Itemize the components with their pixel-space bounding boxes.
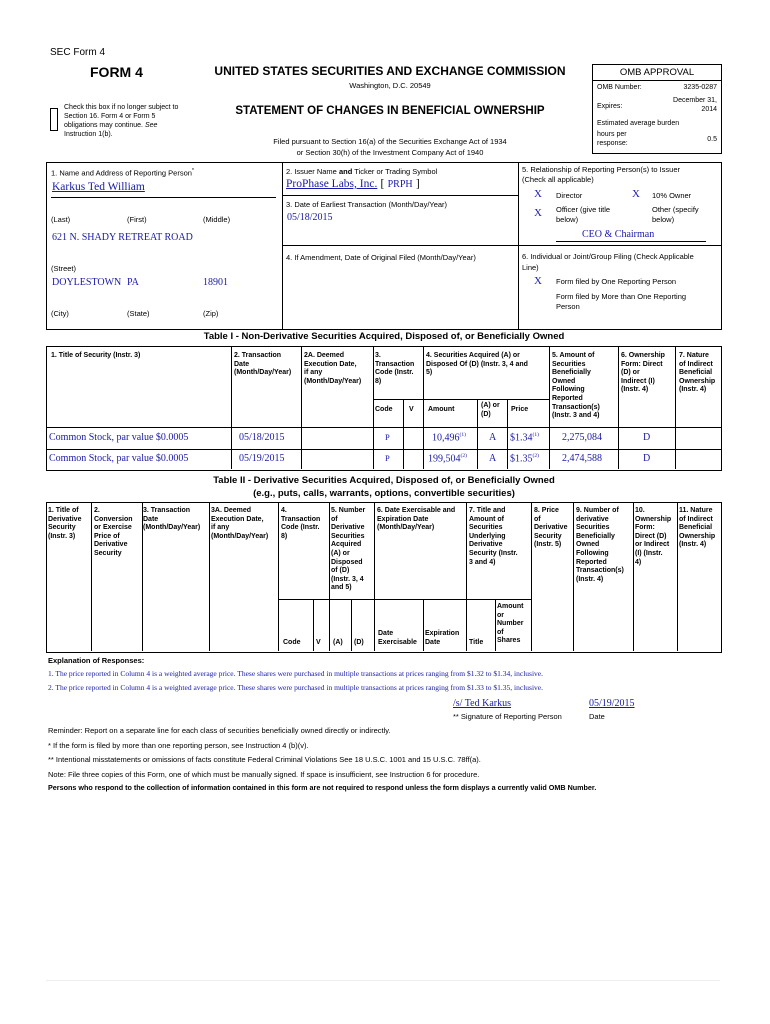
omb-approval-box (592, 64, 722, 154)
other-label-1: Other (specify (652, 205, 699, 214)
officer-title: CEO & Chairman (582, 229, 655, 240)
t2-h3-0: 3. Transaction (143, 507, 191, 514)
t1-h6-1: Form: Direct (621, 360, 663, 368)
t1-h5-6: Transaction(s) (552, 403, 600, 411)
ten-pct-label: 10% Owner (652, 191, 692, 200)
t2-h8-4: (Instr. 5) (534, 541, 562, 549)
t1-row2-owned: 2,474,588 (562, 453, 602, 464)
t2-h11-1: of Indirect (679, 515, 713, 523)
ticker-symbol: PRPH (387, 179, 413, 190)
issuer-line (286, 178, 420, 190)
table1-title: Table I - Non-Derivative Securities Acquired, Disposed of, or Beneficially Owned (203, 331, 565, 342)
t1-row1-price (510, 432, 539, 443)
t2-h11-4: (Instr. 4) (679, 541, 707, 549)
omb-title: OMB APPROVAL (593, 65, 721, 81)
issuer-name[interactable]: ProPhase Labs, Inc. (286, 178, 378, 190)
t2-sub-d: (D) (354, 639, 364, 646)
t2-h4-2: Code (Instr. (281, 524, 320, 532)
t2-h8-3: Security (534, 532, 562, 540)
t1-h6-4: (Instr. 4) (621, 386, 649, 394)
t2-h2-3: Price of (94, 532, 120, 540)
t1-h7-2: Beneficial (679, 369, 713, 377)
t2-h11 (679, 507, 715, 550)
middle-label: (Middle) (203, 215, 231, 224)
t2-h8-0: 8. Price (534, 507, 559, 514)
t1-sub-aord (481, 402, 500, 419)
box2-label-post: Ticker or Trading Symbol (352, 167, 438, 176)
t2-h7-1: Amount of (469, 515, 504, 523)
explanation-label: Explanation of Responses: (48, 656, 145, 665)
t1-h6-3: Indirect (I) (621, 377, 655, 385)
checkbox-see: See (144, 122, 158, 129)
street-label: (Street) (51, 264, 77, 273)
t2-h7-6: 3 and 4) (469, 558, 496, 566)
t1-sub-aord-2: (D) (481, 410, 491, 418)
t1-h5-0: 5. Amount of (552, 352, 595, 359)
t1-h4-1: Disposed Of (D) (Instr. 3, 4 and (426, 360, 528, 368)
t1-sub-v: V (409, 406, 414, 413)
t2-h9-2: Securities (576, 524, 610, 532)
first-label: (First) (127, 215, 147, 224)
director-label: Director (556, 191, 583, 200)
t1-h2a-1: Execution Date, (304, 360, 357, 368)
t1-h6-2: (D) or (621, 369, 640, 377)
filed-pursuant-line-2: or Section 30(h) of the Investment Company Act of 1940 (296, 148, 484, 157)
table2-title-2: (e.g., puts, calls, warrants, options, convertible securities) (253, 488, 515, 499)
box5-label-2: (Check all applicable) (522, 175, 594, 184)
t2-h3a-1: Execution Date, (211, 515, 264, 523)
t2-h3a-2: if any (211, 524, 230, 532)
t2-h1 (48, 507, 81, 541)
t1-h5-7: (Instr. 3 and 4) (552, 412, 600, 420)
t2-h7-5: Security (Instr. (469, 549, 518, 557)
ticker-open: [ (380, 178, 385, 190)
t2-sub-a: (A) (333, 639, 343, 646)
t2-sub-v: V (316, 639, 321, 646)
t1-h7-1: of Indirect (679, 360, 713, 368)
t2-h10-6: 4) (635, 558, 642, 566)
t2-h11-3: Ownership (679, 532, 716, 540)
signature-label: ** Signature of Reporting Person (453, 712, 562, 721)
filed-by-more-label-1: Form filed by More than One Reporting (556, 292, 687, 301)
note-file-copies: Note: File three copies of this Form, one of which must be manually signed. If space is insufficient, see Instruction 6 for procedure. (48, 770, 480, 779)
zip-value: 18901 (203, 277, 228, 288)
officer-check[interactable]: X (534, 207, 542, 219)
t1-h2-0: 2. Transaction (234, 352, 282, 359)
t1-row2-amount (428, 453, 467, 464)
t1-row1-price-fn[interactable]: (1) (532, 432, 539, 438)
t2-h10-4: or Indirect (635, 541, 670, 549)
t1-h3-1: Transaction (375, 360, 415, 368)
t2-sub-amount (497, 603, 523, 646)
t1-row1-amount-fn[interactable]: (1) (459, 432, 466, 438)
t2-sub-amount-0: Amount (497, 603, 524, 610)
t2-h1-0: 1. Title of (48, 507, 79, 514)
t2-sub-expiration-1: Expiration (425, 630, 460, 637)
t1-h7-3: Ownership (679, 377, 716, 385)
t2-h5-5: (A) or (331, 549, 350, 557)
table2-title-1: Table II - Derivative Securities Acquired, Disposed of, or Beneficially Owned (213, 475, 555, 486)
t2-h10-1: Ownership (635, 515, 672, 523)
t2-h5 (331, 507, 365, 593)
state-label: (State) (127, 309, 150, 318)
t1-h2-2: (Month/Day/Year) (234, 369, 292, 377)
omb-hours-label-2: response: (597, 140, 628, 147)
t2-h5-9: and 5) (331, 584, 352, 592)
t2-sub-code: Code (283, 639, 301, 646)
t1-row1-amount (432, 432, 466, 443)
t2-h6-2: (Month/Day/Year) (377, 524, 435, 532)
t1-h1: 1. Title of Security (Instr. 3) (51, 352, 141, 359)
t1-h4 (426, 352, 528, 378)
t2-h1-1: Derivative (48, 515, 82, 523)
form-title: FORM 4 (90, 64, 143, 80)
officer-label-1: Officer (give title (556, 205, 611, 214)
t2-h5-4: Acquired (331, 541, 362, 549)
t1-row1-amount-value: 10,496 (432, 432, 460, 444)
t1-h3-0: 3. (375, 352, 381, 359)
page-footer-divider (46, 980, 720, 981)
signature-date-label: Date (589, 712, 605, 721)
t2-h3-1: Date (143, 515, 159, 523)
omb-hours-value: 0.5 (707, 136, 717, 143)
state-value: PA (127, 277, 139, 288)
t2-h7-2: Securities (469, 524, 503, 532)
t1-h5-5: Reported (552, 394, 583, 402)
t2-h5-6: Disposed (331, 558, 363, 566)
t2-h4-3: 8) (281, 532, 288, 540)
t1-h5-4: Following (552, 386, 585, 394)
t2-h4-1: Transaction (281, 515, 321, 523)
t1-h5 (552, 352, 600, 421)
t2-h8-2: Derivative (534, 524, 568, 532)
t2-h2-4: Derivative (94, 541, 128, 549)
t1-h4-2: 5) (426, 369, 433, 377)
t2-sub-expiration (425, 630, 459, 647)
t1-row1-code: P (385, 432, 390, 442)
t2-h2 (94, 507, 133, 559)
box5-label-1: 5. Relationship of Reporting Person(s) to Issuer (522, 165, 680, 174)
footnote-2: 2. The price reported in Column 4 is a weighted average price. These shares were purchased in multiple transactions at prices ranging from $1.33 to $1.35, inclusive. (48, 683, 543, 692)
t1-h6 (621, 352, 665, 395)
box1-label (51, 167, 194, 178)
t2-h11-2: Beneficial (679, 524, 713, 532)
omb-burden-label: Estimated average burden (597, 120, 680, 127)
t2-h7-0: 7. Title and (469, 507, 506, 514)
t2-h3a-3: (Month/Day/Year) (211, 532, 269, 540)
filed-by-more-label-2: Person (556, 302, 580, 311)
t2-sub-exercisable-2: Exercisable (378, 638, 417, 646)
t2-h2-0: 2. (94, 507, 100, 514)
t2-h9-7: Transaction(s) (576, 567, 624, 575)
t1-sub-aord-1: (A) or (481, 402, 500, 409)
t1-row2-form: D (643, 453, 651, 464)
t2-h10 (635, 507, 671, 567)
signature-date: 05/19/2015 (589, 698, 635, 709)
t2-h5-0: 5. Number (331, 507, 366, 514)
t2-sub-title: Title (469, 639, 484, 646)
t1-h3 (375, 352, 414, 386)
t2-h5-1: of (331, 515, 338, 523)
t2-h10-0: 10. (635, 507, 645, 514)
t1-row2-price-value: $1.35 (510, 453, 533, 465)
t2-h7-4: Derivative (469, 541, 503, 549)
t2-sub-amount-1: or (497, 611, 504, 619)
omb-number-label: OMB Number: (597, 84, 642, 91)
t2-h9-6: Reported (576, 558, 607, 566)
box1-asterisk: * (191, 168, 195, 174)
t1-row2-price (510, 453, 539, 464)
filed-by-one-label: Form filed by One Reporting Person (556, 277, 677, 286)
t1-sub-price: Price (511, 406, 529, 413)
t2-h2-1: Conversion (94, 515, 133, 523)
box6-label-1: 6. Individual or Joint/Group Filing (Check Applicable (522, 252, 694, 261)
t1-row2-date: 05/19/2015 (239, 453, 285, 464)
t2-h9-8: (Instr. 4) (576, 575, 604, 583)
other-label-2: below) (652, 215, 675, 224)
checkbox-instruction: Instruction 1(b). (64, 131, 113, 138)
t1-sub-amount: Amount (428, 406, 455, 413)
note-misstatements: ** Intentional misstatements or omissions of facts constitute Federal Criminal Violations See 18 U.S.C. 1001 and 15 U.S.C. 78ff(a). (48, 755, 481, 764)
t1-h7-0: 7. Nature (679, 352, 709, 359)
box2-label (286, 167, 437, 176)
omb-expires-label: Expires: (597, 103, 623, 110)
street-address: 621 N. SHADY RETREAT ROAD (52, 232, 193, 243)
statement-title: STATEMENT OF CHANGES IN BENEFICIAL OWNERSHIP (235, 105, 545, 117)
t1-h2a-0: 2A. Deemed (304, 352, 345, 359)
t2-h9-5: Following (576, 549, 609, 557)
t2-h7-3: Underlying (469, 532, 506, 540)
t2-sub-amount-3: of (497, 628, 504, 636)
t2-h5-8: (Instr. 3, 4 (331, 575, 364, 583)
t2-h6-0: 6. Date Exercisable and (377, 507, 456, 514)
t1-h6-0: 6. Ownership (621, 352, 665, 359)
reporting-person-name[interactable]: Karkus Ted William (52, 181, 145, 193)
t2-h5-2: Derivative (331, 524, 365, 532)
t2-h1-3: (Instr. 3) (48, 532, 76, 540)
t1-row2-amount-fn[interactable]: (2) (460, 453, 467, 459)
t2-h9 (576, 507, 624, 584)
t2-sub-amount-4: Shares (497, 637, 521, 645)
t2-h6 (377, 507, 455, 533)
section16-checkbox-label (64, 103, 189, 139)
t2-h9-4: Owned (576, 541, 600, 549)
t2-h10-2: Form: (635, 524, 655, 532)
note-persons: Persons who respond to the collection of information contained in this form are not required to respond unless the form displays a currently valid OMB Number. (48, 783, 597, 792)
t2-sub-exercisable (378, 630, 417, 647)
t2-h3-2: (Month/Day/Year) (143, 524, 201, 532)
t1-h5-3: Owned (552, 377, 576, 385)
t2-h10-5: (I) (Instr. (635, 549, 663, 557)
omb-expires-value-2: 2014 (701, 106, 717, 113)
t1-h7-4: (Instr. 4) (679, 386, 707, 394)
t2-h4-0: 4. (281, 507, 287, 514)
note-reminder: Reminder: Report on a separate line for each class of securities beneficially owned directly or indirectly. (48, 726, 391, 735)
t1-row1-date: 05/18/2015 (239, 432, 285, 443)
box4-label: 4. If Amendment, Date of Original Filed (Month/Day/Year) (286, 253, 476, 262)
t2-h6-1: Expiration Date (377, 515, 429, 523)
box6-label-2: Line) (522, 263, 539, 272)
t1-row2-aord: A (489, 453, 497, 464)
box1-label-text: 1. Name and Address of Reporting Person (51, 168, 192, 178)
t1-h3-3: 8) (375, 377, 382, 385)
zip-label: (Zip) (203, 309, 219, 318)
t2-h7 (469, 507, 518, 567)
t1-row2-price-fn[interactable]: (2) (532, 453, 539, 459)
t1-row2-amount-value: 199,504 (428, 453, 461, 465)
ticker-close: ] (415, 178, 420, 190)
earliest-transaction-date: 05/18/2015 (287, 212, 333, 223)
commission-name: UNITED STATES SECURITIES AND EXCHANGE COMMISSION (214, 64, 566, 78)
t2-h1-2: Security (48, 524, 76, 532)
box2-label-pre: 2. Issuer Name (286, 167, 339, 176)
t1-h3-2: Code (Instr. (375, 369, 414, 377)
t2-h11-0: 11. Nature (679, 507, 713, 514)
section16-checkbox[interactable] (50, 108, 58, 131)
officer-label-2: below) (556, 215, 579, 224)
t2-sub-amount-2: Number (497, 620, 524, 628)
signature-name: /s/ Ted Karkus (453, 698, 511, 709)
sec-form-label: SEC Form 4 (50, 47, 106, 58)
footnote-1: 1. The price reported in Column 4 is a weighted average price. These shares were purchased in multiple transactions at prices ranging from $1.32 to $1.34, inclusive. (48, 669, 543, 678)
last-label: (Last) (51, 215, 71, 224)
t1-row1-price-value: $1.34 (510, 432, 533, 444)
t2-h5-7: of (D) (331, 567, 350, 575)
t2-h8-1: of (534, 515, 541, 523)
t1-row2-title: Common Stock, par value $0.0005 (49, 453, 189, 464)
t1-h2 (234, 352, 291, 378)
t2-h3a-0: 3A. Deemed (211, 507, 252, 514)
t2-h3 (143, 507, 200, 533)
checkbox-text: Check this box if no longer subject to Section 16. Form 4 or Form 5 obligations may continue. (64, 104, 179, 129)
filed-pursuant-line-1: Filed pursuant to Section 16(a) of the Securities Exchange Act of 1934 (273, 137, 507, 146)
t1-h2-1: Date (234, 360, 250, 368)
t1-row1-aord: A (489, 432, 497, 443)
omb-number-value: 3235-0287 (683, 84, 717, 91)
commission-city: Washington, D.C. 20549 (349, 81, 431, 90)
t1-h5-2: Beneficially (552, 369, 591, 377)
t1-row1-owned: 2,275,084 (562, 432, 602, 443)
t2-h8 (534, 507, 567, 550)
box2-label-and: and (338, 167, 353, 176)
t1-h4-0: 4. Securities Acquired (A) or (426, 352, 520, 359)
filed-by-one-check[interactable]: X (534, 275, 542, 287)
director-check[interactable]: X (534, 188, 542, 200)
city-value: DOYLESTOWN (52, 277, 122, 288)
t2-h9-0: 9. Number of (576, 507, 619, 514)
t2-h2-5: Security (94, 549, 122, 557)
t1-row2-code: P (385, 453, 390, 463)
t2-sub-expiration-2: Date (425, 638, 441, 646)
ten-pct-check[interactable]: X (632, 188, 640, 200)
t2-sub-exercisable-1: Date (378, 630, 394, 637)
city-label: (City) (51, 309, 69, 318)
omb-expires-value-1: December 31, (673, 97, 717, 104)
t2-h4 (281, 507, 320, 541)
t1-row1-form: D (643, 432, 651, 443)
t1-h7 (679, 352, 715, 395)
t1-h5-1: Securities (552, 360, 586, 368)
note-instruction-4: * If the form is filed by more than one reporting person, see Instruction 4 (b)(v). (48, 741, 309, 750)
t2-h10-3: Direct (D) (635, 532, 667, 540)
t2-h2-2: or Exercise (94, 524, 132, 532)
t2-h9-1: derivative (576, 515, 609, 523)
t1-row1-title: Common Stock, par value $0.0005 (49, 432, 189, 443)
t1-h2a-3: (Month/Day/Year) (304, 377, 362, 385)
t1-sub-code: Code (375, 406, 393, 413)
t1-h2a (304, 352, 361, 386)
t2-h3a (211, 507, 268, 541)
omb-hours-label-1: hours per (597, 131, 627, 138)
box3-label: 3. Date of Earliest Transaction (Month/Day/Year) (286, 200, 448, 209)
t2-h5-3: Securities (331, 532, 365, 540)
t1-h2a-2: if any (304, 369, 323, 377)
t2-h9-3: Beneficially (576, 532, 615, 540)
